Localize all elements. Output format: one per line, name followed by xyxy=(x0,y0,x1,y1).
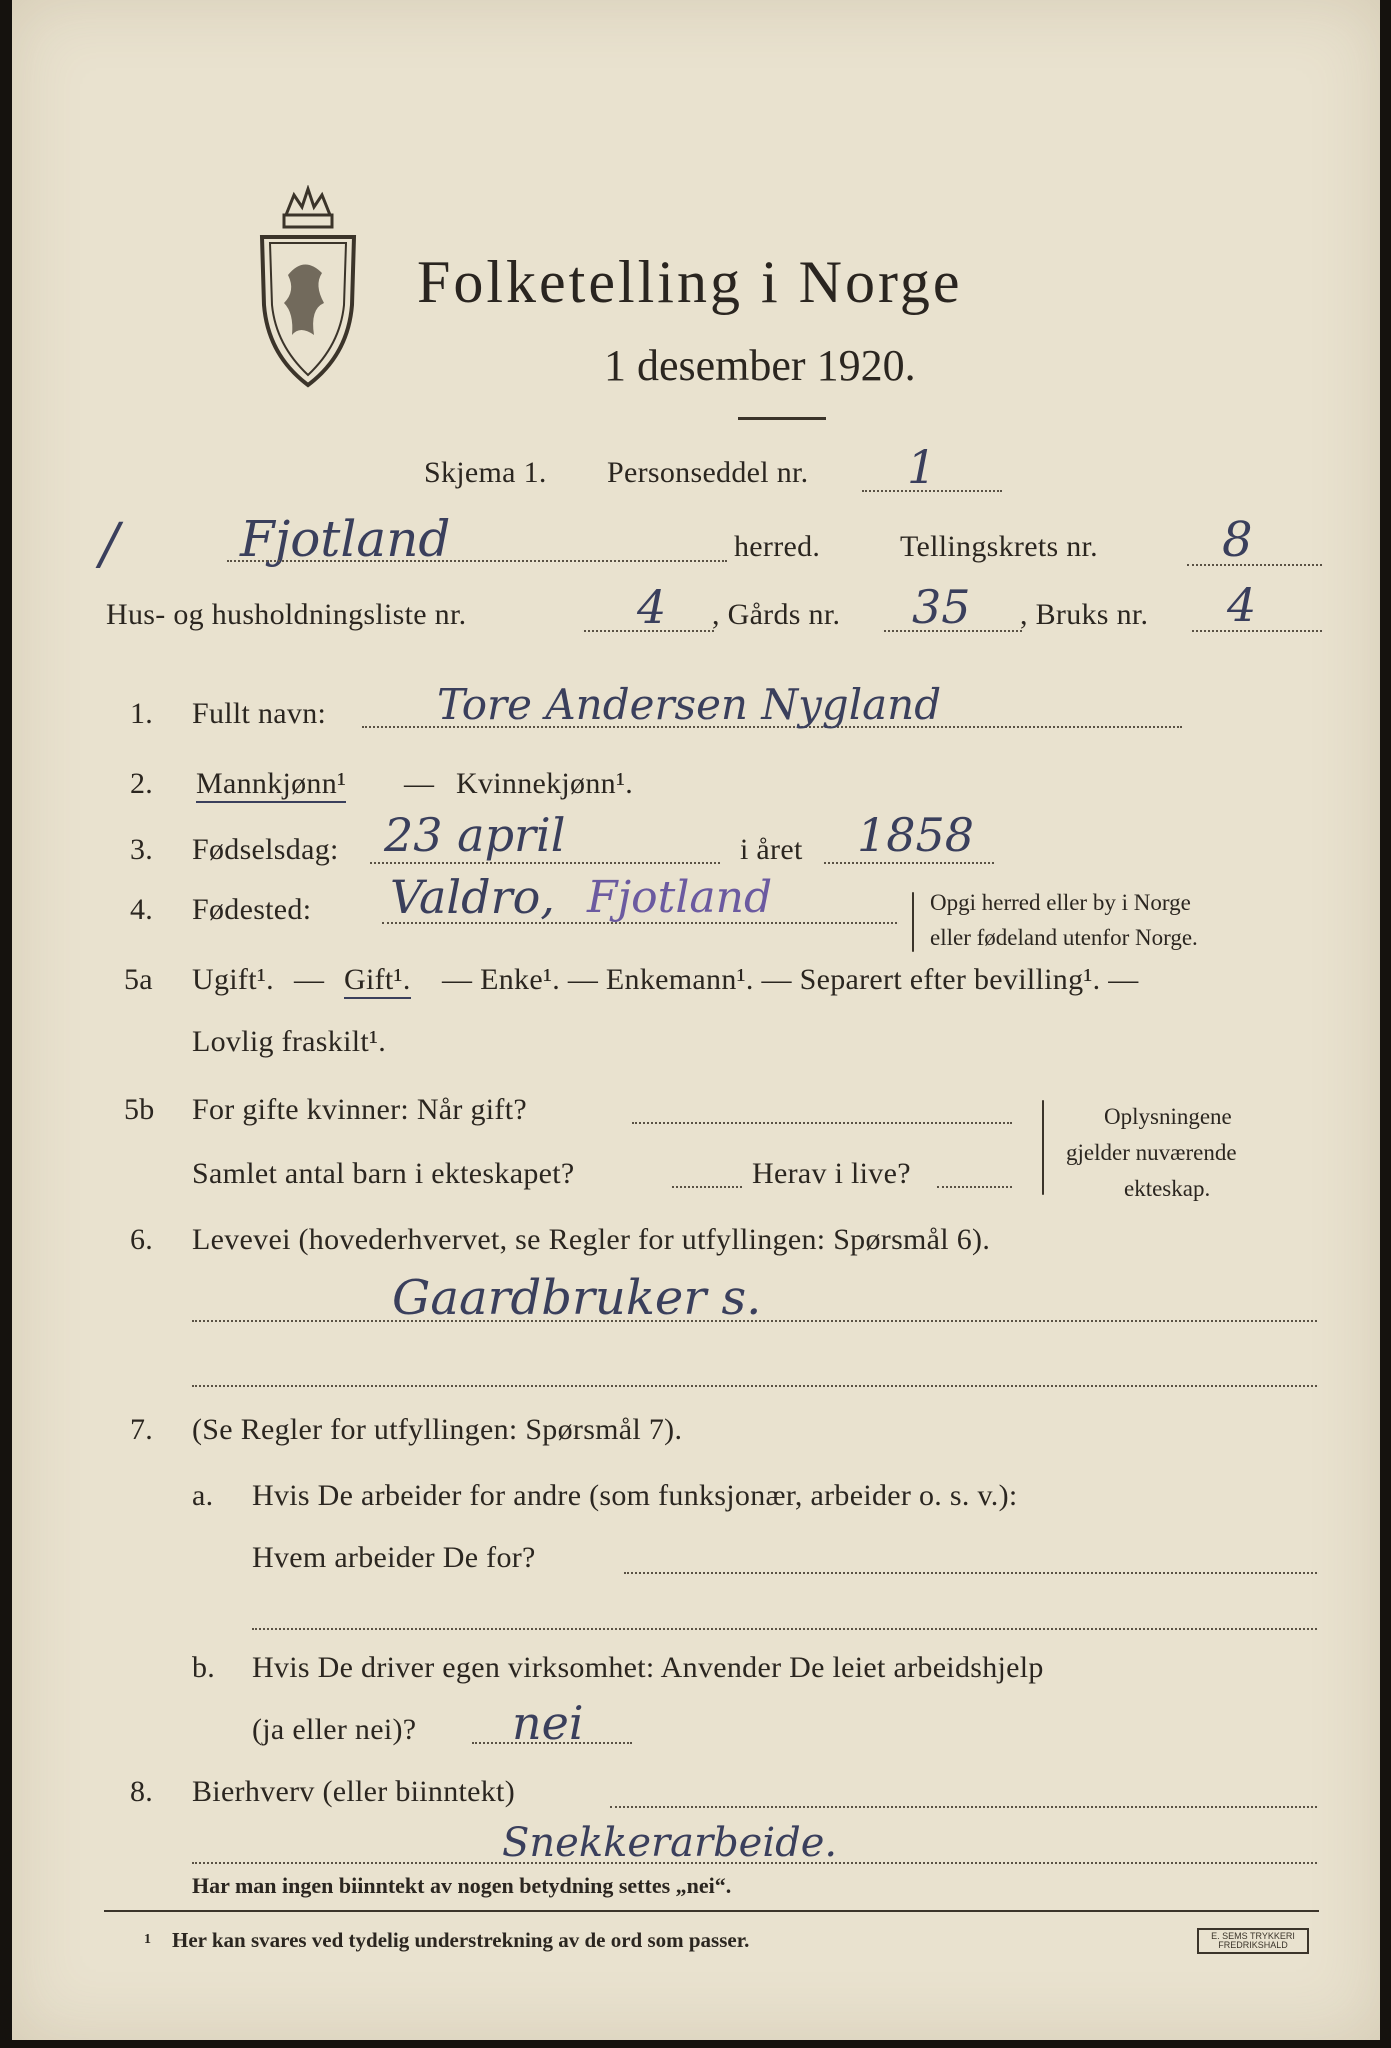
q5a-number: 5a xyxy=(124,963,153,996)
birthplace-note-2: eller fødeland utenfor Norge. xyxy=(930,925,1198,950)
q5b-number: 5b xyxy=(124,1093,155,1126)
personseddel-label: Personseddel nr. xyxy=(607,456,809,489)
status-unmarried-option[interactable]: Ugift¹. xyxy=(192,963,274,996)
birthplace-value-b[interactable]: Fjotland xyxy=(587,872,773,923)
footnote-mark: 1 xyxy=(144,1932,151,1947)
sex-female-option[interactable]: Kvinnekjønn¹. xyxy=(456,767,634,800)
census-form xyxy=(12,0,1380,2040)
form-title: Folketelling i Norge xyxy=(417,249,963,315)
q5b-married-when-label: For gifte kvinner: Når gift? xyxy=(192,1093,527,1126)
q8-note: Har man ingen biinntekt av nogen betydning settes „nei“. xyxy=(192,1873,732,1898)
bruks-number[interactable]: 4 xyxy=(1227,578,1257,632)
sex-male-option[interactable]: Mannkjønn¹ xyxy=(196,767,346,803)
bruks-label: , Bruks nr. xyxy=(1020,598,1149,631)
q7b-text: Hvis De driver egen virksomhet: Anvender De leiet arbeidshjelp xyxy=(252,1651,1044,1684)
q5b-children-label: Samlet antal barn i ekteskapet? xyxy=(192,1157,575,1190)
tellingskrets-label: Tellingskrets nr. xyxy=(900,530,1098,563)
q7b-question: (ja eller nei)? xyxy=(252,1713,417,1746)
norway-coat-of-arms-icon xyxy=(244,185,364,390)
q5b-note-1: Oplysningene xyxy=(1104,1104,1232,1129)
q6-number: 6. xyxy=(130,1223,154,1256)
q1-label: Fullt navn: xyxy=(192,697,327,730)
q2-separator: — xyxy=(404,767,435,800)
q7b-letter: b. xyxy=(192,1651,216,1684)
printer-stamp: E. SEMS TRYKKERI FREDRIKSHALD xyxy=(1197,1928,1309,1954)
herred-label: herred. xyxy=(734,530,821,563)
q5a-dash: — xyxy=(294,963,325,996)
margin-mark: / xyxy=(100,512,119,577)
q7a-letter: a. xyxy=(192,1479,214,1512)
q7-label: (Se Regler for utfyllingen: Spørsmål 7). xyxy=(192,1413,683,1446)
q8-label: Bierhverv (eller biinntekt) xyxy=(192,1775,515,1808)
birth-year-value[interactable]: 1858 xyxy=(857,808,975,862)
husholdningsliste-number[interactable]: 4 xyxy=(637,580,667,634)
full-name-value[interactable]: Tore Andersen Nygland xyxy=(437,680,942,729)
birthplace-note-1: Opgi herred eller by i Norge xyxy=(930,890,1191,915)
q4-number: 4. xyxy=(130,893,154,926)
tellingskrets-number[interactable]: 8 xyxy=(1222,512,1253,568)
q7-number: 7. xyxy=(130,1413,154,1446)
birthday-value[interactable]: 23 april xyxy=(384,808,566,862)
title-divider xyxy=(738,417,826,420)
occupation-value[interactable]: Gaardbruker s. xyxy=(392,1270,762,1326)
q3-number: 3. xyxy=(130,833,154,866)
q5b-note-3: ekteskap. xyxy=(1124,1176,1211,1201)
skjema-label: Skjema 1. xyxy=(424,456,547,489)
birthplace-value-a[interactable]: Valdro, xyxy=(390,870,555,924)
form-date: 1 desember 1920. xyxy=(604,341,916,390)
footnote-divider xyxy=(104,1910,1319,1912)
q1-number: 1. xyxy=(130,697,154,730)
q8-number: 8. xyxy=(130,1775,154,1808)
status-divorced-option[interactable]: Lovlig fraskilt¹. xyxy=(192,1025,387,1058)
q3-label: Fødselsdag: xyxy=(192,833,339,866)
secondary-income-value[interactable]: Snekkerarbeide. xyxy=(502,1820,838,1866)
q4-label: Fødested: xyxy=(192,893,312,926)
q7a-text: Hvis De arbeider for andre (som funksjonær, arbeider o. s. v.): xyxy=(252,1479,1018,1512)
footnote-text: Her kan svares ved tydelig understrekning av de ord som passer. xyxy=(172,1928,750,1952)
status-married-option[interactable]: Gift¹. xyxy=(344,963,411,999)
year-label: i året xyxy=(740,833,803,866)
q5b-note-2: gjelder nuværende xyxy=(1066,1140,1237,1165)
q5b-alive-label: Herav i live? xyxy=(752,1157,911,1190)
husholdningsliste-label: Hus- og husholdningsliste nr. xyxy=(106,598,467,631)
status-other-options: — Enke¹. — Enkemann¹. — Separert efter bevilling¹. — xyxy=(442,963,1139,996)
q6-label: Levevei (hovederhvervet, se Regler for utfyllingen: Spørsmål 6). xyxy=(192,1223,991,1256)
gards-number[interactable]: 35 xyxy=(912,580,971,634)
q2-number: 2. xyxy=(130,767,154,800)
q7a-question: Hvem arbeider De for? xyxy=(252,1541,536,1574)
personseddel-number[interactable]: 1 xyxy=(907,440,937,494)
herred-value[interactable]: Fjotland xyxy=(240,510,451,568)
gards-label: , Gårds nr. xyxy=(712,598,841,631)
hired-help-value[interactable]: nei xyxy=(512,1696,584,1750)
